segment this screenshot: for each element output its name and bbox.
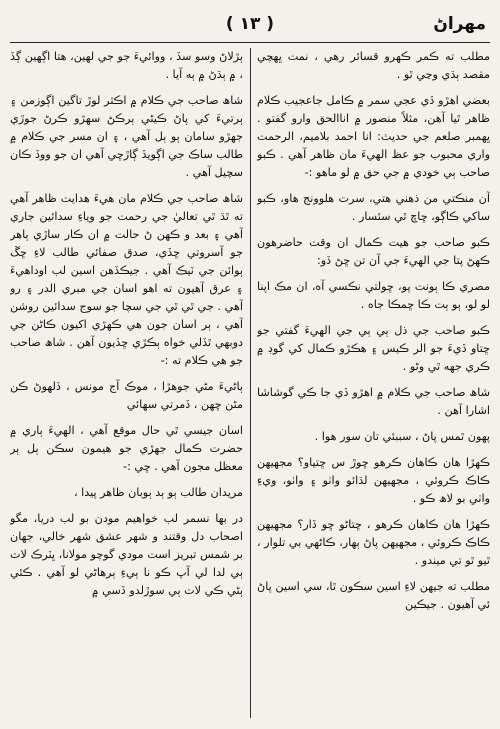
paragraph: ڪبو صاحب جي ذل ٻي ٻي جي الهيءَ گفتي جو ڇتاو ڏيءَ جو الر ڪيس ۽ هڪڙو ڪمال کي گوڊ ۾ ڪري جهه ٿي وڻو . [257, 324, 490, 373]
column-divider [250, 48, 251, 718]
verse: ٻاڻيءَ مڻي جوهڙا ، موڪ آج مونس ، ڏلهوڻ ڪن مڻن ڇهن ، ڏمرتي سهائي [10, 380, 243, 411]
paragraph: اسان جيسي ٿي حال موقع آهي ، الهيءَ ٻاري ۾ حضرت ڪمال جهڙي جو هيمون سڪن ٻل ٻر معظل مجون آهي . ڇي :- [10, 424, 243, 473]
paragraph: مطلب ته جيهن لاءِ اسين سڪون ٿا، سي اسين پاڻ ئي آھيون . جيڪين [257, 580, 490, 611]
paragraph: شاھ صاحب جي ڪلام مان هيءَ هدايت ظاھر آھي ته ٿڌ ٿي تعاليٰ جي رحمت جو وياءِ سدائين جاري آھي ۽ بعد و ڪهن ڻ حالت ۾ ان ڪار ساڙي ٻاھر جو آسروتي ڇڏي، صدق صفائي طالب لاءِ ڇڱ ٻوائن جي ٽيڪ آھي . جيڪڏهن اسين لب اوداھيءَ ۽ عرق آھيون ته اهو اسان جي مبري الدر ۽ رو آھي . جي ٿي ٿي جي سچا جو سوج سدائين روشن آهي ، ٻر اسان جون ھي ڪهڙي اکيون ڪاڻن جي دوبهي ٿڏلي خواه ٻڪڙي ڇڏيون آھن . شاھ صاحب جو هي ڪلام ته :- [10, 192, 243, 367]
left-column [10, 48, 243, 718]
verse: مصري ڪا ٻونت پو، ڇولتي نڪسي آه، ان مڪ اپنا لو لو، ٻو ٻت ڪا ڇمڪا جاه . [257, 280, 490, 311]
verse: ڪهڙا هان ڪاهان ڪرهو ، ڇتاڻو ڇو ڏار؟ مجھيھن ڪاڪ ڪروئي ، مجھيھن پاڻ ٻھار، ڪاڻهي بي تلوار ، ٿيو ٿو تي ميندو . [257, 518, 490, 567]
paragraph: شاھ صاحب جي ڪلام ۾ اڪثر لوڙ تاگين اڳوزمن ۽ ٻرتيءَ کي پاڻ ڪيڻي ٻرڪڻ سھڙو ڪرڻ جوڙي جهڙو سامان ٻو ٻل آهي ، ۽ ان مسر جي ڪلام ۾ طالب ساڪ جي اڳويڏ ڳاڙڇي آھي ان جو ووڏ ڪان سچيل آھي . [10, 94, 243, 179]
journal-name: مهراڻ [433, 14, 486, 34]
paragraph: مطلب ته ڪمر ڪھرو قسائر رھي ، نمت ڀھچي مقصد ٻڌي وڃي ٿو . [257, 50, 490, 81]
verse: ڪهڙا هان ڪاهان ڪرهو ڇوڙ س ڇتياو؟ مجھيھن ڪاڪ ڪروئي ، مجھيھن لڌائو واٺو ۽ واٺو، ويءِ واٺي بو لاھ ڪو . [257, 456, 490, 505]
verse: آن منڪتي من ذھني ھتي، سرت ھلوونج ھاو، ڪبو ساکي ڪاڳو، ڇاڇ ٿي سئسار . [257, 192, 490, 223]
paragraph: بعضي اهڙو ڏي عجي سمر ۾ ڪامل جاعجيب ڪلام ظاھر ٿيا آھن، مثلاً منصور ۾ اناالحق وارو گفتو . ڀهمبر صلعم جي حديث: انا احمد بلاميم، الرحمت واري محبوب جو عظ الهيءَ مان ظاهر آهي . ڪبو صاحب ٻي خودي ۾ جي حق ۾ لو ماھو :- [257, 94, 490, 179]
page-header [10, 8, 490, 43]
verse: در بھا نسمر لب خواهيم مودن بو لب دريا، مگو اصحاب دل وقتند و شهر عشق شهر خالي، جهان بر شمس تبريز است مودي گوچو مولانا، ڀٽرڪ لات ٻي لدا لي آپ ڪو نا ٻيءِ ٻرهاڻي لو آهي . ڪئي ٻڻي ڪي لات ٻي سوڙلدو ڏسي ۾ [10, 512, 243, 597]
page-number: ( ١٣ ) [225, 14, 275, 34]
page-body [10, 48, 490, 718]
document-page [10, 8, 490, 722]
right-column [257, 48, 490, 718]
paragraph: ڪبو صاحب جو هيت ڪمال ان وقت حاضرهون ڪهڻ پتا جي الهيءَ جي آن تن ڇڻ ڏو: [257, 236, 490, 267]
verse: ٻڙلاڻ وسو سڏ ، ووائيءَ جو جي لهين، هتا اڳهين ڳڏ ، ۾ ٻڌڻ ۾ ٻه آيا . [10, 50, 243, 81]
paragraph: مريدان طالب ٻو ٻد ٻوبان ظاهر پيدا ، [73, 486, 243, 499]
verse: پهون ٿمس پاڻ ، سببئي تان سور هوا . [314, 430, 490, 443]
paragraph: شاھ صاحب جي ڪلام ۾ اهڙو ڏي جا ڪي گوشاشا اشارا آھن . [257, 386, 490, 417]
